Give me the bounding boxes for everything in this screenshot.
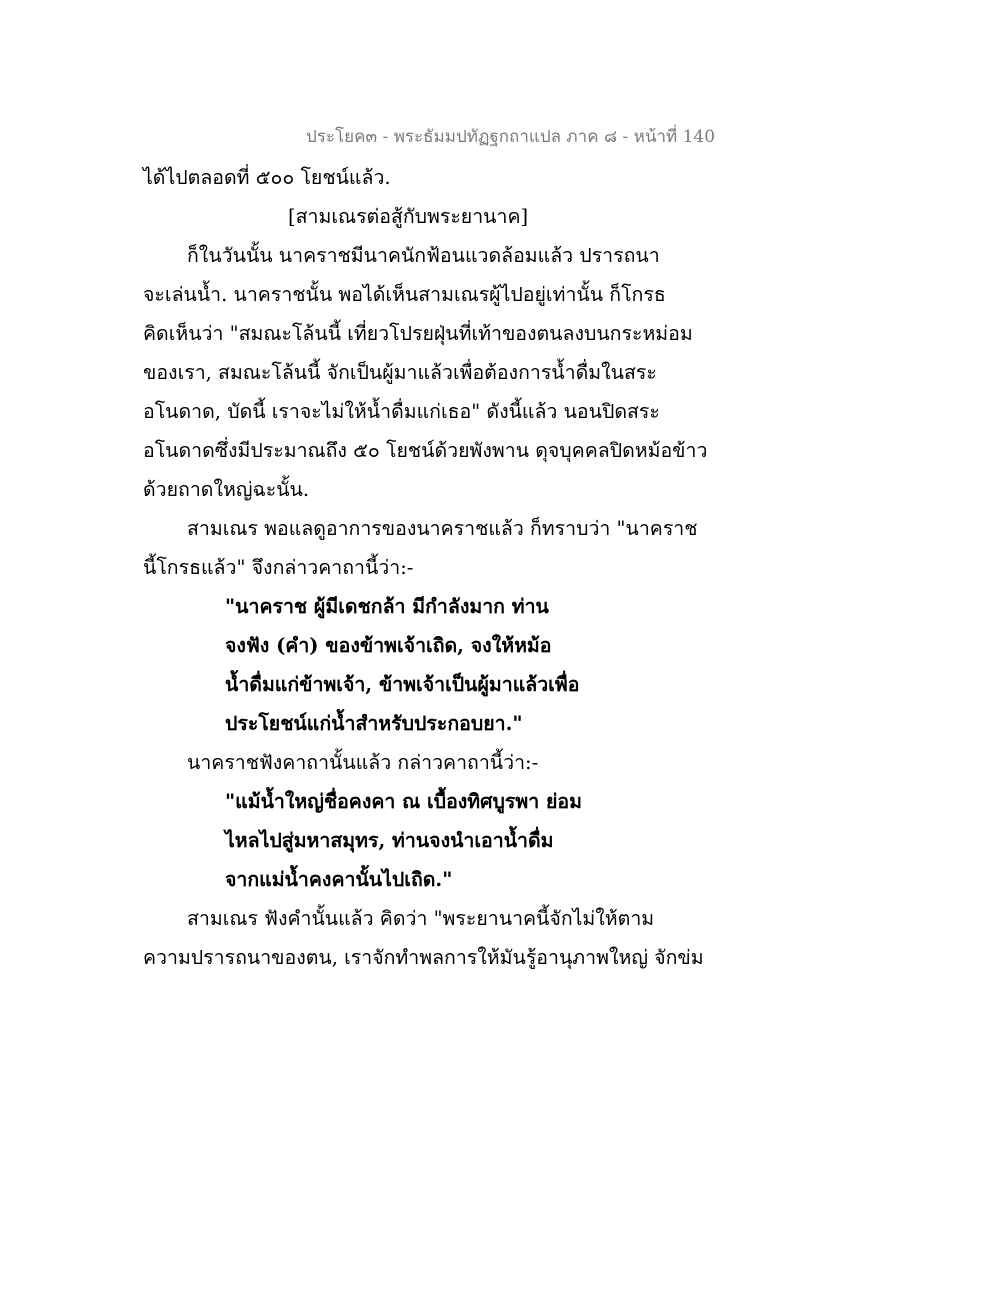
verse-line: จากแม่น้ำคงคานั้นไปเถิด."	[225, 868, 453, 891]
text-line: ได้ไปตลอดที่ ๕๐๐ โยชน์แล้ว.	[143, 166, 391, 189]
text-line: จะเล่นน้ำ. นาคราชนั้น พอได้เห็นสามเณรผู้ไปอยู่เท่านั้น ก็โกรธ	[143, 283, 666, 306]
verse-line: "แม้น้ำใหญ่ชื่อคงคา ณ เบื้องทิศบูรพา ย่อม	[225, 790, 582, 813]
verse-line: "นาคราช ผู้มีเดชกล้า มีกำลังมาก ท่าน	[225, 595, 549, 618]
text-line: นี้โกรธแล้ว" จึงกล่าวคาถานี้ว่า:-	[143, 556, 414, 579]
verse-line: จงฟัง (คำ) ของข้าพเจ้าเถิด, จงให้หม้อ	[225, 634, 552, 657]
verse-line: ประโยชน์แก่น้ำสำหรับประกอบยา."	[225, 712, 523, 735]
section-heading: [สามเณรต่อสู้กับพระยานาค]	[288, 205, 529, 228]
text-line: คิดเห็นว่า "สมณะโล้นนี้ เที่ยวโปรยฝุ่นที่เท้าของตนลงบนกระหม่อม	[143, 322, 693, 345]
verse-line: น้ำดื่มแก่ข้าพเจ้า, ข้าพเจ้าเป็นผู้มาแล้วเพื่อ	[225, 673, 580, 696]
text-line: ความปรารถนาของตน, เราจักทำพลการให้มันรู้อานุภาพใหญ่ จักข่ม	[143, 946, 704, 969]
page-body	[143, 158, 713, 977]
running-header: ประโยค๓ - พระธัมมปทัฏฐกถาแปล ภาค ๘ - หน้าที่ 140	[306, 127, 716, 147]
text-line: ของเรา, สมณะโล้นนี้ จักเป็นผู้มาแล้วเพื่อต้องการน้ำดื่มในสระ	[143, 361, 657, 384]
text-line: อโนดาด, บัดนี้ เราจะไม่ให้น้ำดื่มแก่เธอ" ดังนี้แล้ว นอนปิดสระ	[143, 400, 660, 423]
text-line: อโนดาดซึ่งมีประมาณถึง ๕๐ โยชน์ด้วยพังพาน ดุจบุคคลปิดหม้อข้าว	[143, 439, 708, 462]
verse-line: ไหลไปสู่มหาสมุทร, ท่านจงนำเอาน้ำดื่ม	[225, 829, 554, 852]
paragraph-start-line: สามเณร ฟังคำนั้นแล้ว คิดว่า "พระยานาคนี้จักไม่ให้ตาม	[187, 907, 655, 930]
paragraph-start-line: สามเณร พอแลดูอาการของนาคราชแล้ว ก็ทราบว่า "นาคราช	[187, 517, 698, 540]
paragraph-start-line: นาคราชฟังคาถานั้นแล้ว กล่าวคาถานี้ว่า:-	[187, 751, 539, 774]
text-line: ด้วยถาดใหญ่ฉะนั้น.	[143, 478, 310, 501]
paragraph-start-line: ก็ในวันนั้น นาคราชมีนาคนักฟ้อนแวดล้อมแล้ว ปรารถนา	[187, 244, 660, 267]
